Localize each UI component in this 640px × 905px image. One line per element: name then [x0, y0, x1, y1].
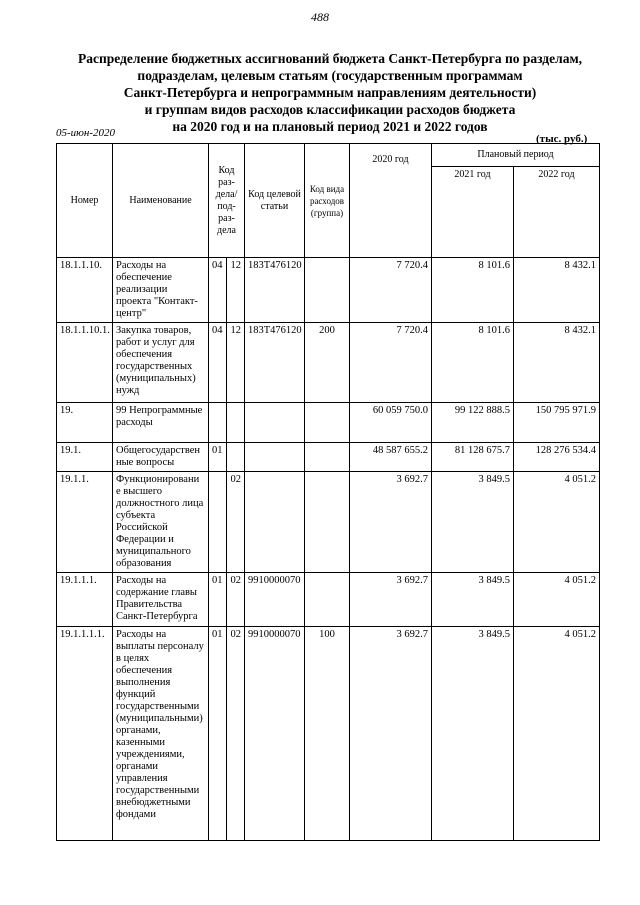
cell-2021: 8 101.6: [432, 258, 514, 323]
cell-target: 9910000070: [245, 627, 305, 841]
header-number: Номер: [57, 144, 113, 258]
title-line: и группам видов расходов классификации расходов бюджета: [144, 102, 516, 117]
cell-subsection: 02: [227, 627, 245, 841]
cell-subsection: 02: [227, 573, 245, 627]
cell-2021: 3 849.5: [432, 472, 514, 573]
cell-target: 9910000070: [245, 573, 305, 627]
cell-target: [245, 472, 305, 573]
header-2020: 2020 год: [350, 144, 432, 258]
cell-2022: 150 795 971.9: [514, 403, 600, 443]
cell-target: [245, 443, 305, 472]
date-stamp: 05-июн-2020: [56, 127, 116, 139]
table-row: [57, 258, 600, 323]
cell-2020: 7 720.4: [350, 258, 432, 323]
cell-expense-type: [305, 472, 350, 573]
title-line: на 2020 год и на плановый период 2021 и 2022 годов: [172, 119, 488, 134]
cell-number: 18.1.1.10.1.: [57, 323, 113, 403]
header-expense-type: Код вида расходов (группа): [305, 144, 350, 258]
cell-2020: 7 720.4: [350, 323, 432, 403]
cell-section: 01: [209, 573, 227, 627]
cell-section: 01: [209, 443, 227, 472]
header-planned-period: Плановый период: [432, 144, 600, 167]
cell-target: [245, 403, 305, 443]
table-row: [57, 323, 600, 403]
page-number: 488: [311, 10, 329, 24]
cell-expense-type: [305, 443, 350, 472]
cell-name: Расходы на выплаты персоналу в целях обеспечения выполнения функций государственными (муниципальными) органами, казенными учреждениями, органами управления государственными внебюджетными фондами: [113, 627, 209, 841]
cell-target: 183Т476120: [245, 258, 305, 323]
cell-name: 99 Непрограммные расходы: [113, 403, 209, 443]
table-row: [57, 573, 600, 627]
cell-2020: 3 692.7: [350, 573, 432, 627]
cell-2022: 128 276 534.4: [514, 443, 600, 472]
cell-subsection: [227, 403, 245, 443]
cell-name: Расходы на содержание главы Правительства Санкт-Петербурга: [113, 573, 209, 627]
cell-number: 19.1.: [57, 443, 113, 472]
cell-subsection: 12: [227, 258, 245, 323]
title-line: Распределение бюджетных ассигнований бюджета Санкт-Петербурга по разделам,: [77, 51, 583, 66]
cell-expense-type: 200: [305, 323, 350, 403]
cell-section: 04: [209, 323, 227, 403]
table-row: [57, 627, 600, 841]
cell-name: Закупка товаров, работ и услуг для обеспечения государственных (муниципальных) нужд: [113, 323, 209, 403]
table-row: [57, 443, 600, 472]
cell-2021: 8 101.6: [432, 323, 514, 403]
cell-section: [209, 403, 227, 443]
cell-name: Общегосударствен ные вопросы: [113, 443, 209, 472]
header-2022: 2022 год: [514, 167, 600, 258]
cell-expense-type: [305, 258, 350, 323]
table-row: [57, 472, 600, 573]
cell-section: 04: [209, 258, 227, 323]
cell-2021: 81 128 675.7: [432, 443, 514, 472]
cell-expense-type: [305, 573, 350, 627]
cell-2022: 4 051.2: [514, 573, 600, 627]
cell-expense-type: 100: [305, 627, 350, 841]
cell-subsection: 12: [227, 323, 245, 403]
document-title: [60, 50, 600, 135]
header-name: Наименование: [113, 144, 209, 258]
cell-2020: 60 059 750.0: [350, 403, 432, 443]
cell-section: 01: [209, 627, 227, 841]
budget-table: [56, 143, 600, 841]
cell-2020: 3 692.7: [350, 472, 432, 573]
cell-2021: 3 849.5: [432, 627, 514, 841]
cell-name: Функционировани е высшего должностного лица субъекта Российской Федерации и муниципального образования: [113, 472, 209, 573]
cell-expense-type: [305, 403, 350, 443]
cell-2022: 4 051.2: [514, 472, 600, 573]
title-line: подразделам, целевым статьям (государственным программам: [137, 68, 523, 83]
cell-2021: 99 122 888.5: [432, 403, 514, 443]
cell-number: 19.1.1.1.1.: [57, 627, 113, 841]
cell-2022: 8 432.1: [514, 323, 600, 403]
cell-number: 19.: [57, 403, 113, 443]
header-section: Код раз-дела/ под-раз-дела: [209, 144, 245, 258]
cell-2022: 8 432.1: [514, 258, 600, 323]
cell-2021: 3 849.5: [432, 573, 514, 627]
cell-2020: 48 587 655.2: [350, 443, 432, 472]
header-2021: 2021 год: [432, 167, 514, 258]
cell-number: 19.1.1.: [57, 472, 113, 573]
table-row: [57, 403, 600, 443]
cell-target: 183Т476120: [245, 323, 305, 403]
cell-section: [209, 472, 227, 573]
cell-number: 18.1.1.10.: [57, 258, 113, 323]
cell-2020: 3 692.7: [350, 627, 432, 841]
cell-name: Расходы на обеспечение реализации проекта "Контакт-центр": [113, 258, 209, 323]
cell-subsection: 02: [227, 472, 245, 573]
cell-number: 19.1.1.1.: [57, 573, 113, 627]
header-target: Код целевой статьи: [245, 144, 305, 258]
title-line: Санкт-Петербурга и непрограммным направлениям деятельности): [123, 85, 537, 100]
cell-subsection: [227, 443, 245, 472]
cell-2022: 4 051.2: [514, 627, 600, 841]
units-label: (тыс. руб.): [536, 133, 588, 145]
